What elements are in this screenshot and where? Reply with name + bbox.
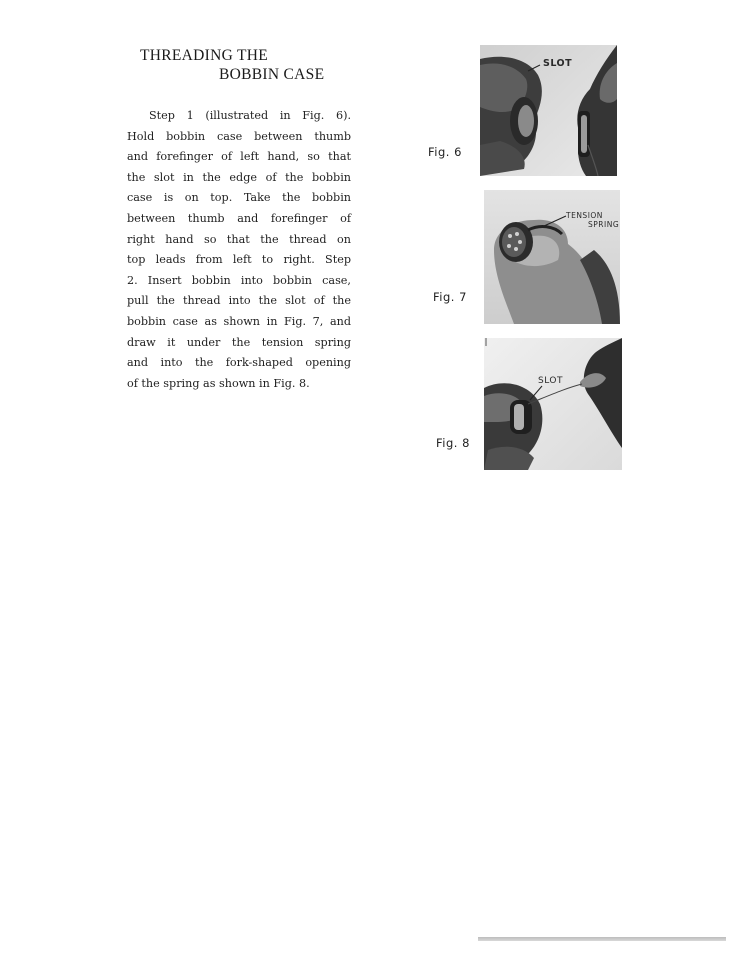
instruction-line: the slot in the edge of the bobbin <box>127 170 351 184</box>
instruction-line: pull the thread into the slot of the <box>127 294 351 308</box>
fig-8-slot-callout: SLOT <box>538 376 563 386</box>
heading-line-1: THREADING THE <box>140 47 269 64</box>
fig-8-photo <box>484 338 622 470</box>
instruction-line: between thumb and forefinger of <box>127 211 351 225</box>
instruction-line: Hold bobbin case between thumb <box>127 129 351 143</box>
instruction-line: top leads from left to right. Step <box>127 253 351 267</box>
heading-line-2: BOBBIN CASE <box>219 66 325 83</box>
instruction-line: case is on top. Take the bobbin <box>127 191 351 205</box>
instructions-paragraph <box>127 106 351 394</box>
page-edge-rule <box>478 937 726 941</box>
instruction-line: right hand so that the thread on <box>127 232 351 246</box>
instruction-line: Step 1 (illustrated in Fig. 6). <box>149 109 351 122</box>
section-heading <box>140 46 400 84</box>
instruction-line: bobbin case as shown in Fig. 7, and <box>127 314 351 328</box>
fig-6-slot-callout: SLOT <box>543 58 573 69</box>
instruction-line: of the spring as shown in Fig. 8. <box>127 376 310 390</box>
instruction-line: draw it under the tension spring <box>127 335 351 349</box>
instruction-line: and forefinger of left hand, so that <box>127 150 351 164</box>
instruction-line: 2. Insert bobbin into bobbin case, <box>127 273 351 287</box>
fig-7-spring-callout: SPRING <box>588 220 620 229</box>
fig-7-label: Fig. 7 <box>433 290 467 304</box>
fig-8-label: Fig. 8 <box>436 436 470 450</box>
fig-7-tension-callout: TENSION <box>566 211 603 220</box>
fig-6-label: Fig. 6 <box>428 145 462 159</box>
instruction-line: and into the fork-shaped opening <box>127 356 351 370</box>
